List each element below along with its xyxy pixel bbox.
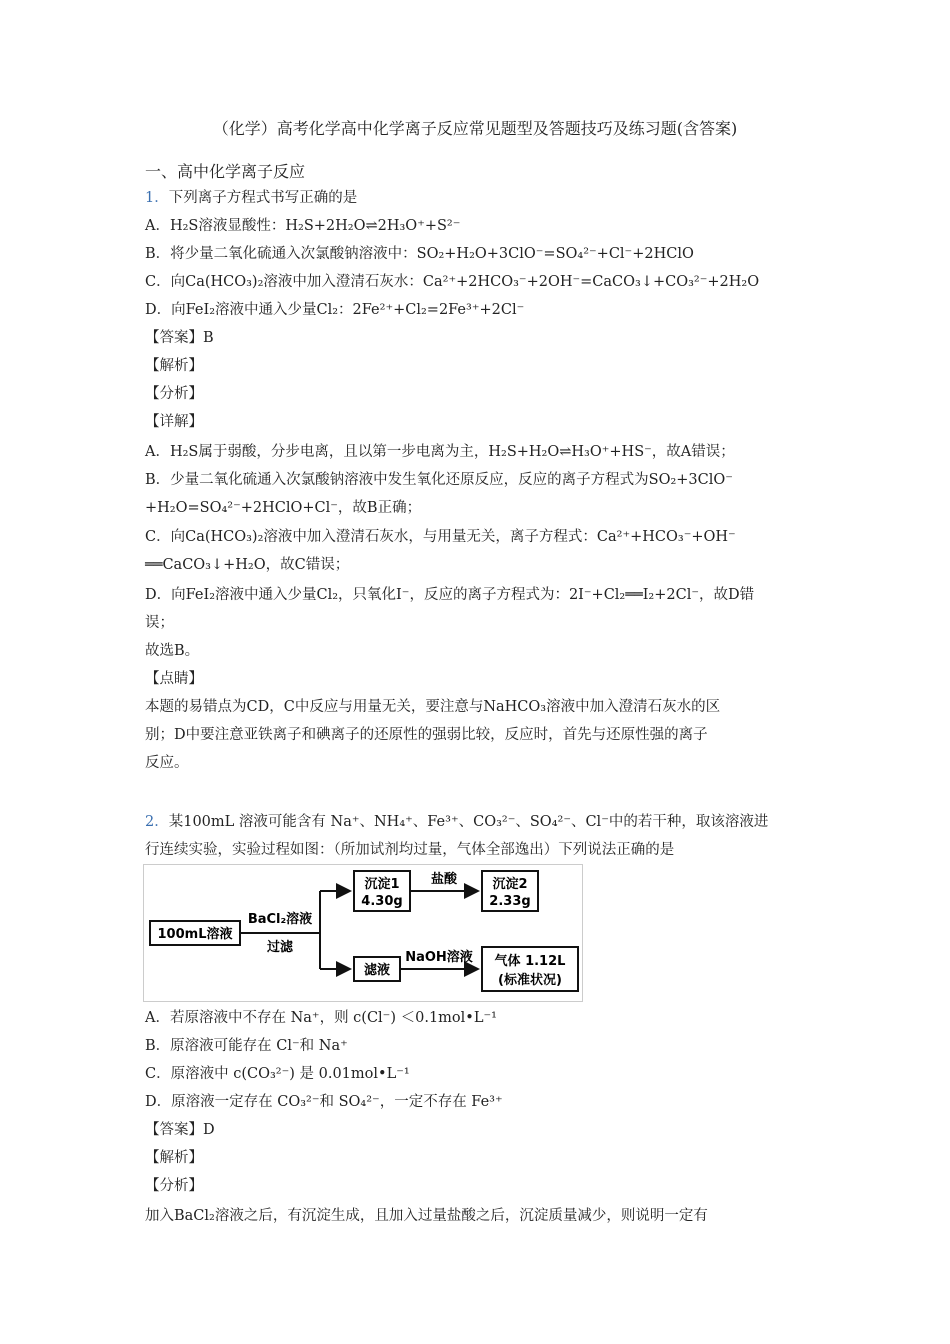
filter-label: 过滤: [266, 940, 294, 955]
section-heading: 一、高中化学离子反应: [145, 162, 306, 181]
q1-detail-line: D．向FeI₂溶液中通入少量Cl₂，只氧化I⁻，反应的离子方程式为：2I⁻+Cl₂══I₂+2Cl⁻，故D错: [145, 587, 755, 603]
hcl-reagent-label: 盐酸: [430, 872, 458, 887]
q2-analysis-line: 加入BaCl₂溶液之后，有沉淀生成，且加入过量盐酸之后，沉淀质量减少，则说明一定有: [145, 1208, 708, 1224]
question-1-text: 下列离子方程式书写正确的是: [168, 190, 358, 206]
q1-detail-line: 误；: [145, 615, 174, 631]
q1-option-d: D．向FeI₂溶液中通入少量Cl₂：2Fe²⁺+Cl₂=2Fe³⁺+2Cl⁻: [145, 302, 525, 318]
q2-option-c: C．原溶液中 c(CO₃²⁻) 是 0.01mol•L⁻¹: [145, 1066, 410, 1082]
naoh-reagent-label: NaOH溶液: [405, 950, 473, 965]
q1-jiexi-label: 【解析】: [145, 358, 203, 374]
q1-detail-line: A．H₂S属于弱酸，分步电离，且以第一步电离为主，H₂S+H₂O⇌H₃O⁺+HS⁻，故A错误；: [145, 444, 735, 460]
q1-comment-line: 本题的易错点为CD，C中反应与用量无关，要注意与NaHCO₃溶液中加入澄清石灰水的区: [145, 699, 721, 715]
start-solution-label: 100mL溶液: [157, 927, 233, 942]
question-2-text: 某100mL 溶液可能含有 Na⁺、NH₄⁺、Fe³⁺、CO₃²⁻、SO₄²⁻、Cl⁻中的若干种，取该溶液进: [168, 814, 769, 830]
question-2-stem: [145, 812, 768, 832]
q2-option-b: B．原溶液可能存在 Cl⁻和 Na⁺: [145, 1038, 348, 1054]
q1-option-c: C．向Ca(HCO₃)₂溶液中加入澄清石灰水：Ca²⁺+2HCO₃⁻+2OH⁻=CaCO₃↓+CO₃²⁻+2H₂O: [145, 274, 760, 290]
q2-fenxi-label: 【分析】: [145, 1178, 203, 1194]
q2-jiexi-label: 【解析】: [145, 1150, 203, 1166]
q1-option-b: B．将少量二氧化硫通入次氯酸钠溶液中：SO₂+H₂O+3ClO⁻=SO₄²⁻+Cl⁻+2HClO: [145, 246, 694, 262]
q2-answer: 【答案】D: [145, 1122, 215, 1138]
precipitate-2-mass: 2.33g: [489, 894, 531, 909]
precipitate-1-label: 沉淀1: [364, 877, 400, 892]
question-1-stem: [145, 188, 357, 208]
q2-option-a: A．若原溶液中不存在 Na⁺，则 c(Cl⁻) ＜0.1mol•L⁻¹: [145, 1010, 497, 1026]
q1-detail-line: B．少量二氧化硫通入次氯酸钠溶液中发生氧化还原反应，反应的离子方程式为SO₂+3ClO⁻: [145, 472, 733, 488]
q1-comment-line: 反应。: [145, 755, 189, 771]
q1-option-a: A．H₂S溶液显酸性：H₂S+2H₂O⇌2H₃O⁺+S²⁻: [145, 218, 461, 234]
q1-answer: 【答案】B: [145, 330, 214, 346]
q1-xiangjie-label: 【详解】: [145, 414, 203, 430]
q1-detail-line: 故选B。: [145, 643, 200, 659]
q1-detail-line: ══CaCO₃↓+H₂O，故C错误；: [145, 557, 350, 573]
experiment-flow-diagram: [143, 864, 583, 1002]
q2-option-d: D．原溶液一定存在 CO₃²⁻和 SO₄²⁻，一定不存在 Fe³⁺: [145, 1094, 503, 1110]
question-2-number: 2．: [145, 814, 169, 830]
filtrate-label: 滤液: [363, 963, 391, 978]
precipitate-1-mass: 4.30g: [361, 894, 403, 909]
precipitate-2-label: 沉淀2: [492, 877, 528, 892]
document-title: （化学）高考化学高中化学离子反应常见题型及答题技巧及练习题(含答案): [212, 119, 738, 138]
q1-dianjing-label: 【点睛】: [145, 671, 203, 687]
q1-fenxi-label: 【分析】: [145, 386, 203, 402]
q1-comment-line: 别；D中要注意亚铁离子和碘离子的还原性的强弱比较，反应时，首先与还原性强的离子: [145, 727, 708, 743]
q1-detail-line: C．向Ca(HCO₃)₂溶液中加入澄清石灰水，与用量无关，离子方程式：Ca²⁺+HCO₃⁻+OH⁻: [145, 529, 736, 545]
question-2-text-cont: 行连续实验，实验过程如图：（所加试剂均过量，气体全部逸出）下列说法正确的是: [145, 842, 675, 858]
gas-volume-label: 气体 1.12L: [494, 954, 566, 969]
gas-condition-label: (标准状况): [498, 973, 562, 988]
bacl2-reagent-label: BaCl₂溶液: [247, 912, 313, 927]
q1-detail-line: +H₂O=SO₄²⁻+2HClO+Cl⁻，故B正确；: [145, 500, 422, 516]
question-1-number: 1．: [145, 190, 169, 206]
